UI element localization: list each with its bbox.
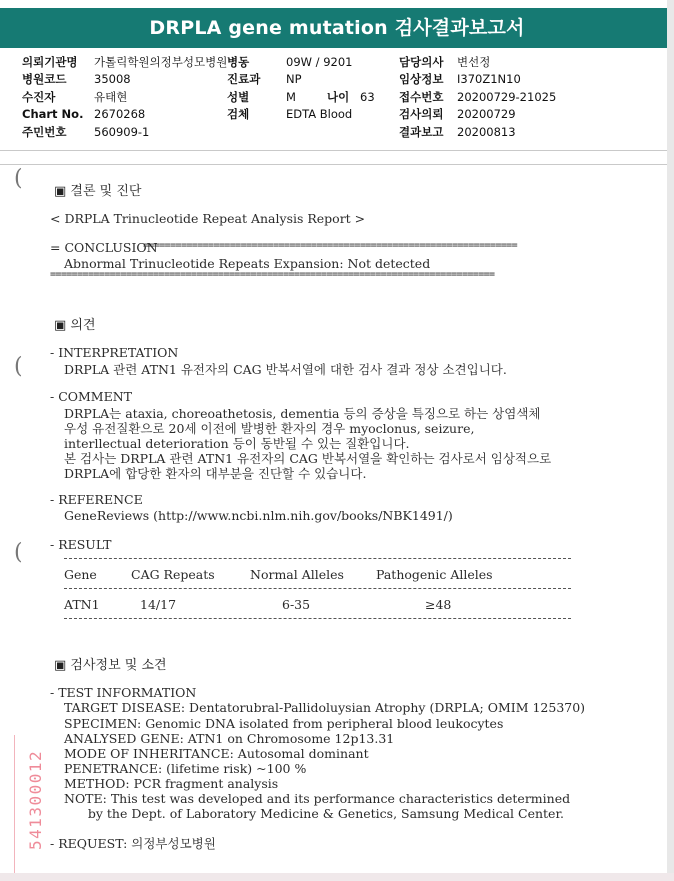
request-line: - REQUEST: 의정부성모병원 xyxy=(50,836,216,851)
reference-label: - REFERENCE xyxy=(50,492,143,507)
department-value: NP xyxy=(286,72,302,87)
comment-line: 우성 유전질환으로 20세 이전에 발병한 환자의 경우 myoclonus, seizure, xyxy=(64,421,475,436)
result-table-rule xyxy=(64,588,571,589)
section-test-info-title: ▣ 검사정보 및 소견 xyxy=(54,658,167,673)
result-header-cag: CAG Repeats xyxy=(131,567,215,582)
result-header-gene: Gene xyxy=(64,567,97,582)
test-information-label: - TEST INFORMATION xyxy=(50,685,197,700)
patient-value: 유태현 xyxy=(94,89,128,104)
conclusion-rule-bottom: ================================================================================== xyxy=(50,269,495,280)
comment-line: 본 검사는 DRPLA 관련 ATN1 유전자의 CAG 반복서열을 확인하는 검사로서 임상적으로 xyxy=(64,451,552,466)
analysis-report-title: < DRPLA Trinucleotide Repeat Analysis Report > xyxy=(50,211,366,226)
conclusion-label: = CONCLUSION xyxy=(50,240,158,255)
request-date-value: 20200729 xyxy=(457,107,516,122)
result-cell-gene: ATN1 xyxy=(64,597,100,612)
comment-line: interllectual deterioration 등이 동반될 수 있는 질환입니다. xyxy=(64,436,410,451)
comment-line: DRPLA는 ataxia, choreoathetosis, dementia 등의 증상을 특징으로 하는 상염색체 xyxy=(64,406,541,421)
conclusion-text: Abnormal Trinucleotide Repeats Expansion: Not detected xyxy=(64,256,431,271)
hospital-code-label: 병원코드 xyxy=(22,72,67,87)
doctor-label: 담당의사 xyxy=(399,55,444,69)
hospital-code-value: 35008 xyxy=(94,72,131,87)
result-header-normal: Normal Alleles xyxy=(250,567,344,582)
result-cell-pathogenic: ≥48 xyxy=(425,597,452,612)
patient-label: 수진자 xyxy=(22,89,56,104)
reference-text: GeneReviews (http://www.ncbi.nlm.nih.gov/books/NBK1491/) xyxy=(64,508,453,523)
stamp-guide-line xyxy=(14,735,15,875)
clinical-info-label: 임상정보 xyxy=(399,72,444,87)
clinical-info-value: I370Z1N10 xyxy=(457,72,521,87)
request-date-label: 검사의뢰 xyxy=(399,107,444,122)
interpretation-label: - INTERPRETATION xyxy=(50,345,179,360)
report-title-banner: DRPLA gene mutation 검사결과보고서 xyxy=(0,8,674,48)
ward-label: 병동 xyxy=(227,55,250,69)
resident-number-value: 560909-1 xyxy=(94,124,150,139)
interpretation-text: DRPLA 관련 ATN1 유전자의 CAG 반복서열에 대한 검사 결과 정상 소견입니다. xyxy=(64,362,507,377)
comment-label: - COMMENT xyxy=(50,389,133,404)
test-info-line: METHOD: PCR fragment analysis xyxy=(64,776,279,791)
age-value: 63 xyxy=(360,89,375,104)
punch-hole-mark: ( xyxy=(14,540,23,565)
sex-label: 성별 xyxy=(227,89,250,104)
result-table-rule xyxy=(64,558,571,559)
result-cell-normal: 6-35 xyxy=(282,597,311,612)
result-table-rule xyxy=(64,618,571,619)
section-conclusion-title: ▣ 결론 및 진단 xyxy=(54,184,142,199)
test-info-line: by the Dept. of Laboratory Medicine & Genetics, Samsung Medical Center. xyxy=(64,806,565,821)
report-date-value: 20200813 xyxy=(457,124,516,139)
result-label: - RESULT xyxy=(50,537,112,552)
ward-value: 09W / 9201 xyxy=(286,55,353,69)
receipt-number-value: 20200729-21025 xyxy=(457,89,557,104)
test-info-line: TARGET DISEASE: Dentatorubral-Pallidoluysian Atrophy (DRPLA; OMIM 125370) xyxy=(64,700,586,715)
test-info-line: SPECIMEN: Genomic DNA isolated from peripheral blood leukocytes xyxy=(64,716,504,731)
resident-number-label: 주민번호 xyxy=(22,124,67,139)
comment-line: DRPLA에 합당한 환자의 대부분을 진단할 수 있습니다. xyxy=(64,466,367,481)
department-label: 진료과 xyxy=(227,72,261,87)
punch-hole-mark: ( xyxy=(14,166,23,191)
test-info-line: PENETRANCE: (lifetime risk) ~100 % xyxy=(64,761,307,776)
test-info-line: NOTE: This test was developed and its performance characteristics determined xyxy=(64,791,571,806)
doctor-value: 변선정 xyxy=(457,55,491,69)
section-opinion-title: ▣ 의견 xyxy=(54,318,96,333)
barcode-number-stamp: 541300012 xyxy=(26,749,45,850)
page-bottom-edge xyxy=(0,873,674,881)
institution-label: 의뢰기관명 xyxy=(22,55,78,69)
test-info-line: MODE OF INHERITANCE: Autosomal dominant xyxy=(64,746,369,761)
result-cell-cag: 14/17 xyxy=(140,597,177,612)
report-date-label: 결과보고 xyxy=(399,124,444,139)
institution-value: 가톨릭학원의정부성모병원 xyxy=(94,55,228,69)
result-header-pathogenic: Pathogenic Alleles xyxy=(376,567,493,582)
chart-number-label: Chart No. xyxy=(22,107,84,122)
sex-value: M xyxy=(286,89,296,104)
receipt-number-label: 접수번호 xyxy=(399,89,444,104)
age-label: 나이 xyxy=(327,89,350,104)
specimen-value: EDTA Blood xyxy=(286,107,353,122)
punch-hole-mark: ( xyxy=(14,354,23,379)
chart-number-value: 2670268 xyxy=(94,107,146,122)
test-info-line: ANALYSED GENE: ATN1 on Chromosome 12p13.31 xyxy=(64,731,395,746)
specimen-label: 검체 xyxy=(227,107,250,122)
conclusion-rule: ===================================================================== xyxy=(143,240,518,251)
